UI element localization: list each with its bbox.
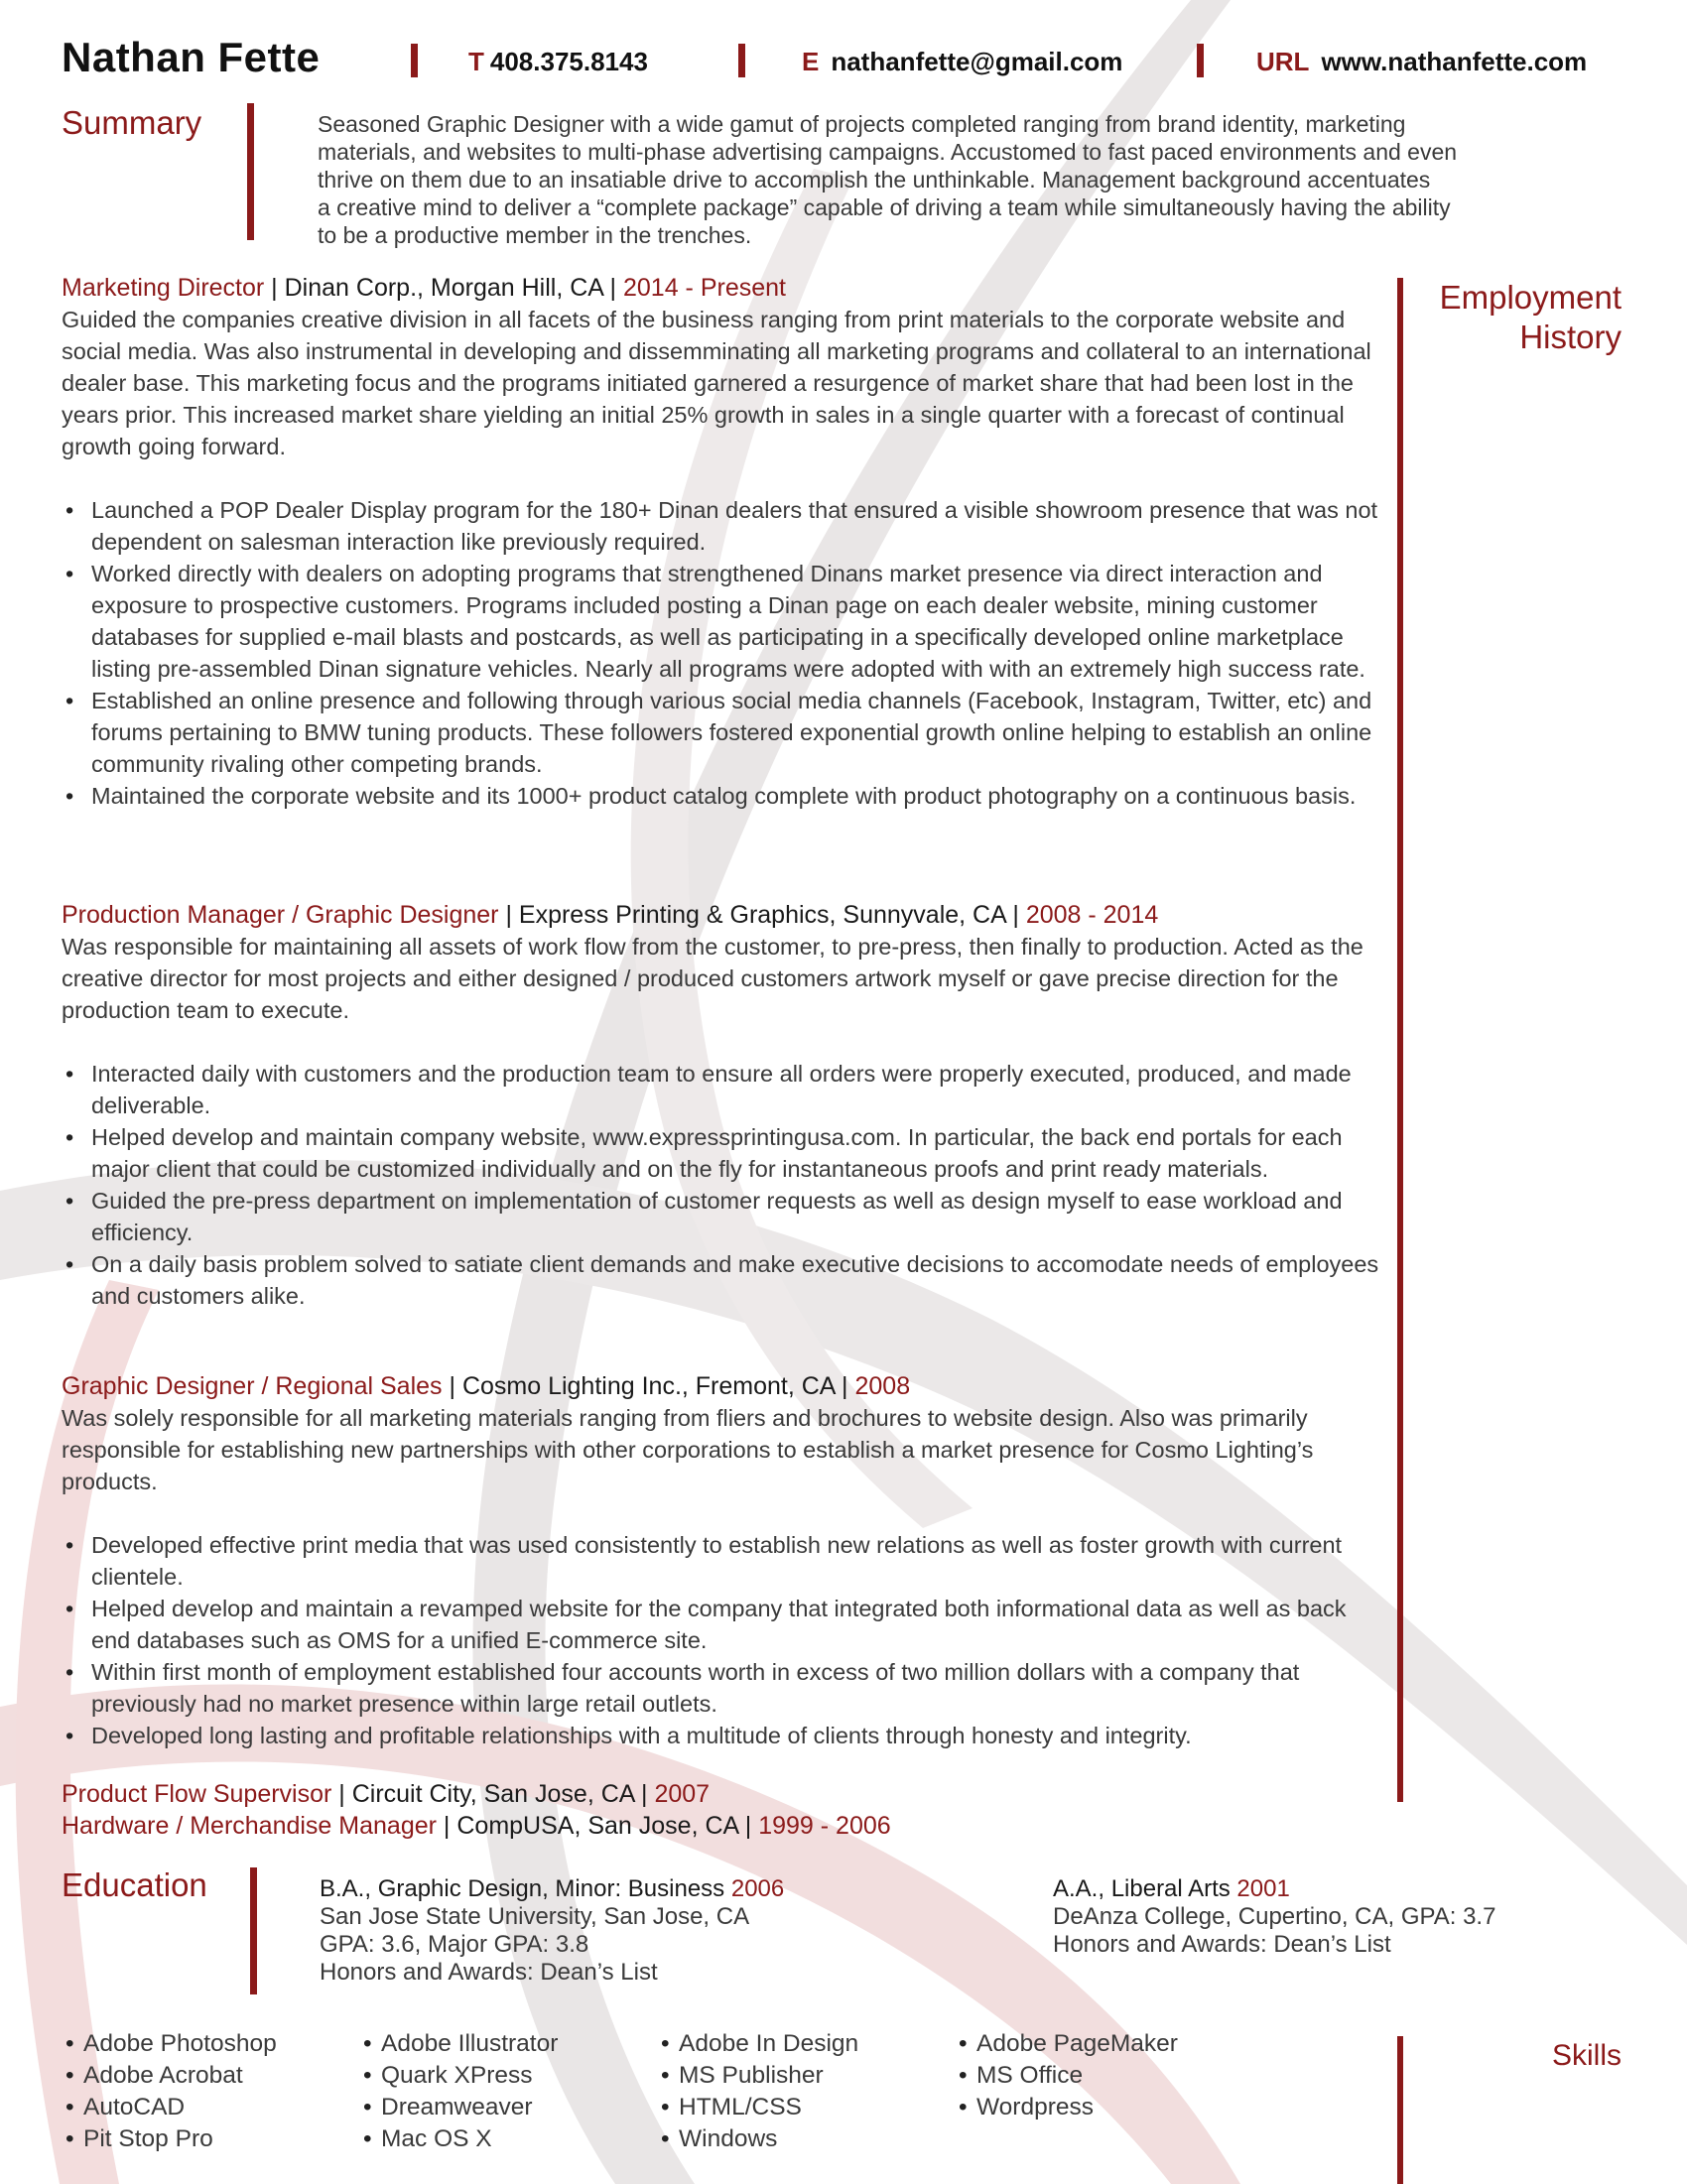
job-dates: 2008 - 2014 — [1025, 901, 1159, 929]
job-bullet: • Within first month of employment established four accounts worth in excess of two million dollars with a company that previously had no market presence within large retail outlets. — [62, 1656, 1391, 1720]
summary-line: a creative mind to deliver a “complete package” capable of driving a team while simultaneously having the ability — [318, 194, 1451, 220]
degree-detail: Honors and Awards: Dean’s List — [320, 1959, 658, 1986]
job-bullet: • Helped develop and maintain a revamped website for the company that integrated both informational data as well as back end databases such as OMS for a unified E-commerce site. — [62, 1593, 1391, 1656]
employment-heading-line: History — [1519, 319, 1622, 355]
job-company: Dinan Corp., Morgan Hill, CA — [284, 274, 603, 302]
job-title-line: Production Manager / Graphic Designer | Express Printing & Graphics, Sunnyvale, CA | 2008 - 2014 — [62, 901, 1159, 929]
email-address[interactable]: nathanfette@gmail.com — [831, 47, 1123, 76]
degree-detail: Honors and Awards: Dean’s List — [1053, 1931, 1391, 1958]
skill-item: • MS Publisher — [659, 2060, 858, 2092]
skill-item: • Adobe Illustrator — [361, 2028, 558, 2060]
job-entry — [62, 272, 1391, 812]
degree-year: 2001 — [1236, 1875, 1290, 1902]
job-role: Marketing Director — [62, 274, 265, 302]
degree-detail: San Jose State University, San Jose, CA — [320, 1903, 750, 1930]
skill-item: • Adobe Photoshop — [64, 2028, 277, 2060]
degree-block — [320, 1875, 784, 1987]
degree-title: A.A., Liberal Arts 2001 — [1053, 1875, 1290, 1902]
url-contact — [1256, 47, 1587, 77]
summary-heading: Summary — [62, 104, 202, 141]
phone-number[interactable]: 408.375.8143 — [489, 47, 648, 76]
employment-rule — [1397, 278, 1403, 1802]
skill-item: • HTML/CSS — [659, 2092, 858, 2123]
degree-year: 2006 — [730, 1875, 785, 1902]
degree-title: B.A., Graphic Design, Minor: Business 2006 — [320, 1875, 785, 1902]
short-job-list — [62, 1778, 891, 1842]
email-contact — [802, 47, 1122, 77]
phone-contact — [468, 47, 648, 77]
job-bullet: • Developed effective print media that was used consistently to establish new relations as well as foster growth with current clientele. — [62, 1529, 1391, 1593]
education-rule — [250, 1867, 257, 1994]
header-divider — [738, 44, 745, 77]
job-bullet: • Worked directly with dealers on adopting programs that strengthened Dinans market presence via direct interaction and exposure to prospective customers. Programs included posting a Dinan page on each dealer website, mining customer databases for supplied e-mail blasts and postcards, as well as participating in a specifically developed online marketplace listing pre-assembled Dinan signature vehicles. Nearly all programs were adopted with with an extremely high success rate. — [62, 558, 1391, 685]
skill-item: • Dreamweaver — [361, 2092, 558, 2123]
job-company: CompUSA, San Jose, CA — [456, 1812, 738, 1840]
job-title-line: Graphic Designer / Regional Sales | Cosmo Lighting Inc., Fremont, CA | 2008 — [62, 1372, 911, 1400]
job-company: Circuit City, San Jose, CA — [351, 1780, 635, 1808]
employment-heading-line: Employment — [1439, 279, 1622, 316]
job-entry — [62, 899, 1391, 1312]
job-bullet: • Helped develop and maintain company website, www.expressprintingusa.com. In particular, the back end portals for each major client that could be customized individually and on the fly for instantaneous proofs and print ready materials. — [62, 1121, 1391, 1185]
summary-line: to be a productive member in the trenches. — [318, 222, 752, 248]
job-bullet: • Guided the pre-press department on implementation of customer requests as well as design myself to ease workload and efficiency. — [62, 1185, 1391, 1248]
skills-column — [957, 2028, 1178, 2123]
short-job: Hardware / Merchandise Manager | CompUSA, San Jose, CA | 1999 - 2006 — [62, 1812, 891, 1840]
skill-item: • Adobe In Design — [659, 2028, 858, 2060]
job-dates: 2008 — [854, 1372, 911, 1400]
job-bullets — [62, 1529, 1391, 1751]
job-entry — [62, 1370, 1391, 1751]
job-bullet: • Launched a POP Dealer Display program for the 180+ Dinan dealers that ensured a visible showroom presence that was not dependent on salesman interaction like previously required. — [62, 494, 1391, 558]
skills-column — [659, 2028, 858, 2155]
job-role: Graphic Designer / Regional Sales — [62, 1372, 443, 1400]
website-link[interactable]: www.nathanfette.com — [1321, 47, 1588, 76]
skill-item: • AutoCAD — [64, 2092, 277, 2123]
email-label: E — [802, 47, 820, 76]
skills-rule — [1397, 2036, 1403, 2184]
skills-column — [64, 2028, 277, 2155]
job-description: Guided the companies creative division in all facets of the business ranging from print materials to the corporate website and social media. Was also instrumental in developing and dissemminating all marketing programs and collateral to an international dealer base. This marketing focus and the programs initiated garnered a resurgence of market share that had been lost in the years prior. This increased market share yielding an initial 25% growth in sales in a single quarter with a forecast of continual growth going forward. — [62, 307, 1371, 459]
candidate-name: Nathan Fette — [62, 34, 321, 80]
url-label: URL — [1256, 47, 1310, 76]
skill-item: • Mac OS X — [361, 2123, 558, 2155]
job-company: Express Printing & Graphics, Sunnyvale, CA — [518, 901, 1006, 929]
skills-column — [361, 2028, 558, 2155]
summary-line: thrive on them due to an insatiable drive to accomplish the unthinkable. Management background accentuates — [318, 167, 1431, 193]
degree-detail: GPA: 3.6, Major GPA: 3.8 — [320, 1931, 589, 1958]
job-bullets — [62, 494, 1391, 812]
job-company: Cosmo Lighting Inc., Fremont, CA — [461, 1372, 836, 1400]
job-role: Hardware / Merchandise Manager — [62, 1812, 437, 1840]
employment-heading — [1409, 278, 1622, 357]
skill-item: • Pit Stop Pro — [64, 2123, 277, 2155]
job-role: Production Manager / Graphic Designer — [62, 901, 499, 929]
job-description: Was solely responsible for all marketing materials ranging from fliers and brochures to website design. Also was primarily responsible for establishing new partnerships with other corporations to establish a market presence for Cosmo Lighting’s products. — [62, 1405, 1314, 1494]
job-title-line: Marketing Director | Dinan Corp., Morgan Hill, CA | 2014 - Present — [62, 274, 786, 302]
job-role: Product Flow Supervisor — [62, 1780, 332, 1808]
header-divider — [411, 44, 418, 77]
job-bullets — [62, 1058, 1391, 1312]
skill-item: • Adobe PageMaker — [957, 2028, 1178, 2060]
job-bullet: • Interacted daily with customers and the production team to ensure all orders were properly executed, produced, and made deliverable. — [62, 1058, 1391, 1121]
job-bullet: • On a daily basis problem solved to satiate client demands and make executive decisions to accomodate needs of employees and customers alike. — [62, 1248, 1391, 1312]
degree-detail: DeAnza College, Cupertino, CA, GPA: 3.7 — [1053, 1903, 1496, 1930]
skill-item: • Wordpress — [957, 2092, 1178, 2123]
job-bullet: • Developed long lasting and profitable relationships with a multitude of clients through honesty and integrity. — [62, 1720, 1391, 1751]
job-bullet: • Established an online presence and following through various social media channels (Facebook, Instagram, Twitter, etc) and forums pertaining to BMW tuning products. These followers fostered exponential growth online helping to establish an online community rivaling other competing brands. — [62, 685, 1391, 780]
summary-rule — [247, 103, 254, 240]
job-description: Was responsible for maintaining all assets of work flow from the customer, to pre-press, then finally to production. Acted as the creative director for most projects and either designed / produced customers artwork myself or gave precise direction for the production team to execute. — [62, 934, 1363, 1023]
header-divider — [1197, 44, 1204, 77]
job-dates: 1999 - 2006 — [758, 1812, 891, 1840]
degree-block — [1053, 1875, 1495, 1959]
skill-item: • Quark XPress — [361, 2060, 558, 2092]
skill-item: • Adobe Acrobat — [64, 2060, 277, 2092]
summary-text — [318, 110, 1608, 249]
summary-line: Seasoned Graphic Designer with a wide gamut of projects completed ranging from brand identity, marketing — [318, 111, 1406, 137]
skill-item: • MS Office — [957, 2060, 1178, 2092]
skill-item: • Windows — [659, 2123, 858, 2155]
job-bullet: • Maintained the corporate website and its 1000+ product catalog complete with product photography on a continuous basis. — [62, 780, 1391, 812]
job-dates: 2007 — [654, 1780, 711, 1808]
education-heading: Education — [62, 1866, 207, 1903]
skills-heading: Skills — [1551, 2039, 1622, 2072]
job-dates: 2014 - Present — [622, 274, 786, 302]
short-job: Product Flow Supervisor | Circuit City, San Jose, CA | 2007 — [62, 1780, 711, 1808]
phone-label: T — [468, 47, 484, 76]
summary-line: materials, and websites to multi-phase advertising campaigns. Accustomed to fast paced environments and even — [318, 139, 1458, 165]
